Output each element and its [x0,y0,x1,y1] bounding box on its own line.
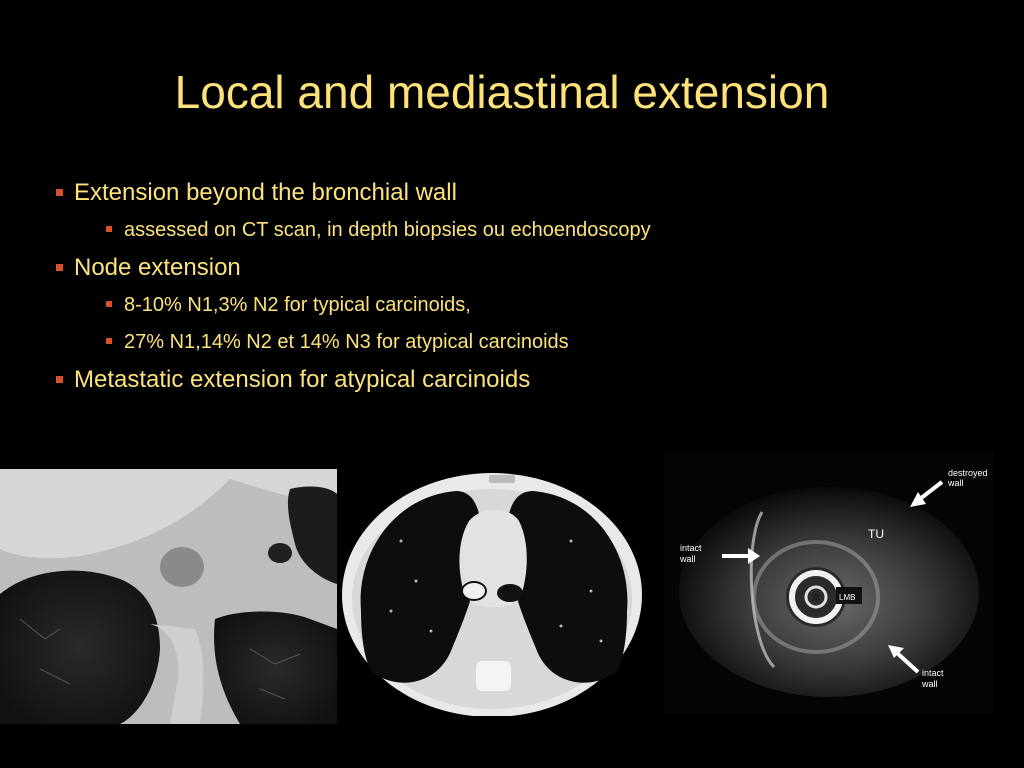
bullet-item [56,365,651,395]
bullet-square-icon [106,226,112,232]
bullet-item [56,178,651,208]
bullet-text: 27% N1,14% N2 et 14% N3 for atypical carcinoids [124,331,569,353]
sub-bullet-item [106,216,651,244]
bullet-square-icon [106,338,112,344]
tumor-label: TU [868,527,884,541]
bullet-square-icon [56,189,63,196]
ct-zoom-image [0,469,337,724]
bullet-item [56,253,651,283]
sub-bullet-item [106,291,651,319]
bullet-text: Metastatic extension for atypical carcinoids [74,366,531,393]
echoendoscopy-image [664,452,994,714]
bullet-list [56,178,651,403]
intact-wall-bottom-label: wall [922,679,938,689]
intact-wall-left-label: wall [680,554,696,564]
ct-axial-image [341,461,647,716]
bullet-square-icon [56,264,63,271]
bullet-text: assessed on CT scan, in depth biopsies ou echoendoscopy [124,219,651,241]
bullet-square-icon [106,301,112,307]
intact-wall-bottom-label: intact [922,668,944,678]
slide-title: Local and mediastinal extension [174,66,830,118]
bullet-square-icon [56,376,63,383]
bullet-text: 8-10% N1,3% N2 for typical carcinoids, [124,294,471,316]
bullet-text: Node extension [74,254,241,281]
intact-wall-left-label: intact [680,543,702,553]
sub-bullet-item [106,328,651,356]
lmb-label: LMB [839,593,856,602]
bullet-text: Extension beyond the bronchial wall [74,179,457,206]
destroyed-wall-label: destroyed [948,468,988,478]
destroyed-wall-label: wall [948,478,964,488]
